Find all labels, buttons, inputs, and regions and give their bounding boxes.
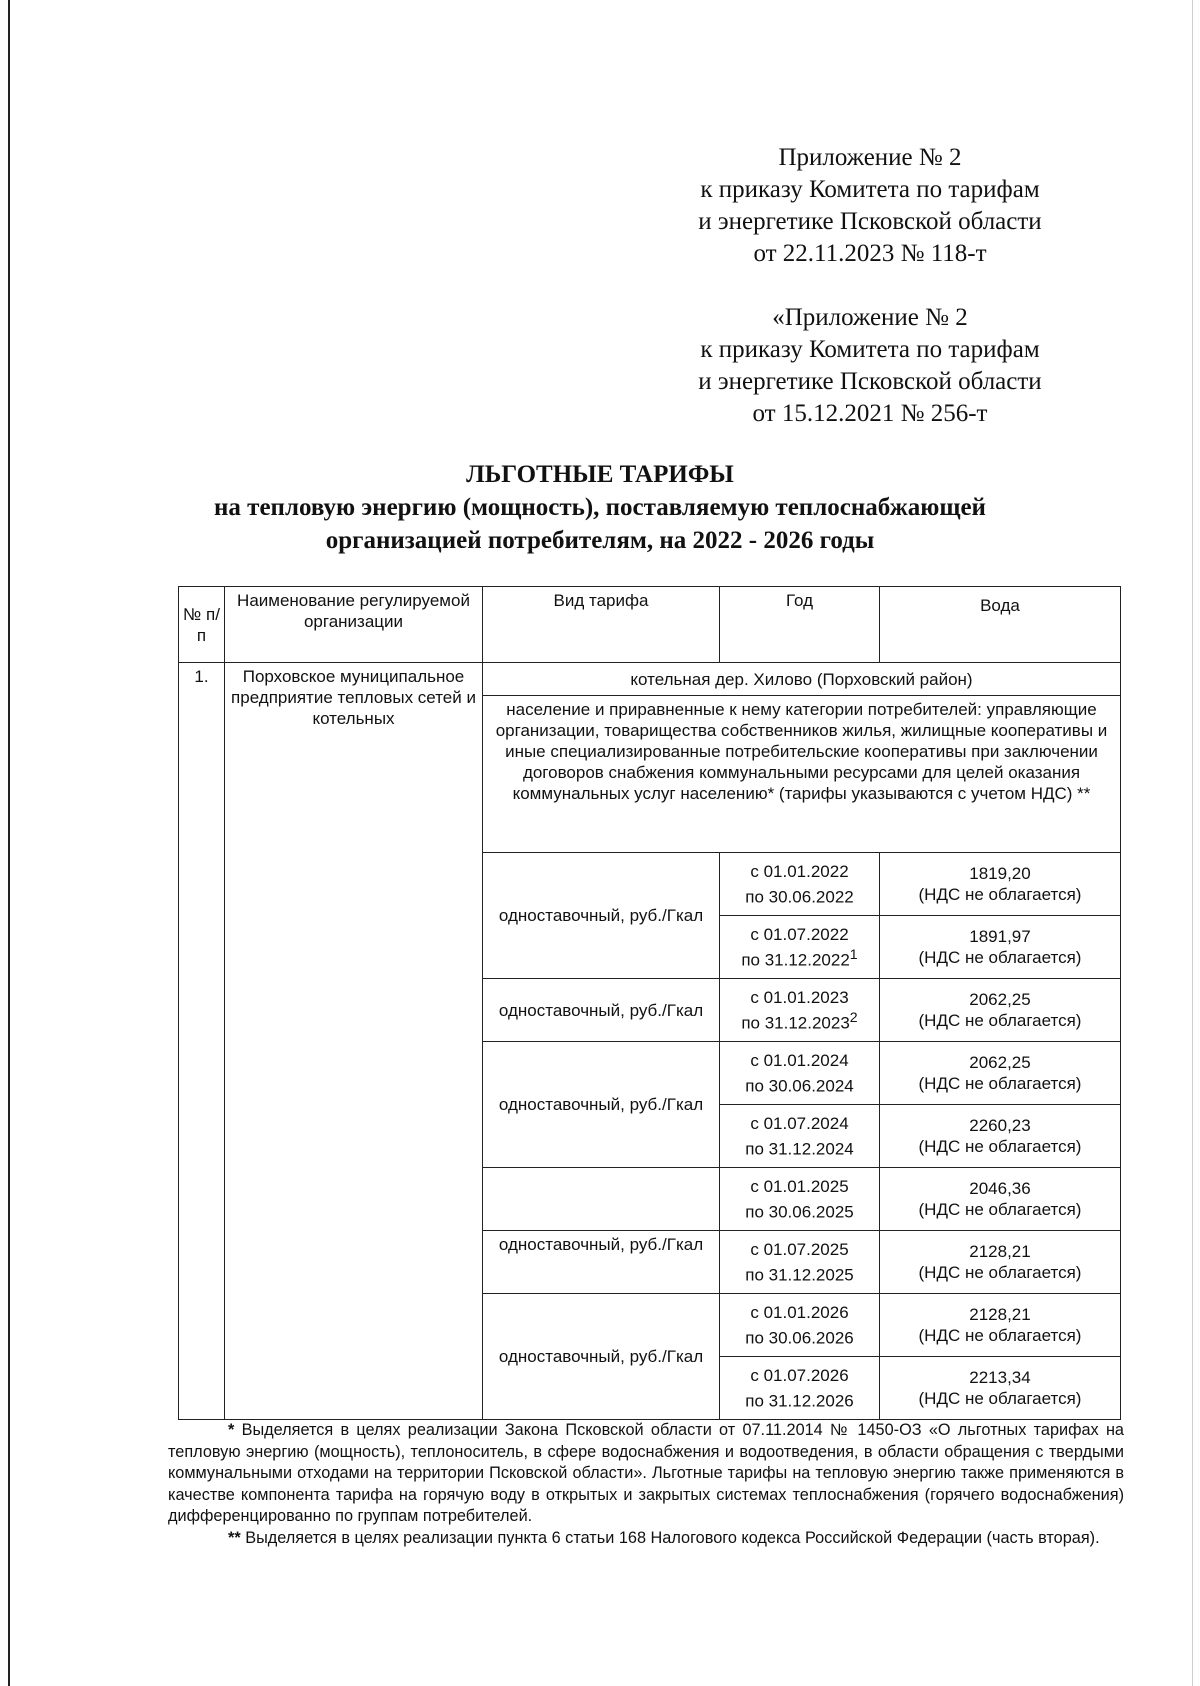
- annex-current-line-2: к приказу Комитета по тарифам: [700, 176, 1040, 203]
- period-cell: [720, 979, 880, 1042]
- period-to-text: по 31.12.2024: [745, 1139, 854, 1159]
- period-to-text: по 31.12.2022: [741, 950, 850, 970]
- water-value-cell: [880, 1294, 1121, 1357]
- vat-note: (НДС не облагается): [918, 1263, 1082, 1282]
- period-to: [724, 1260, 875, 1286]
- period-to: [724, 1134, 875, 1160]
- period-from: с 01.07.2025: [750, 1239, 849, 1259]
- scan-left-edge: [8, 0, 10, 1686]
- water-value-cell: [880, 1168, 1121, 1231]
- vat-note: (НДС не облагается): [918, 1389, 1082, 1408]
- footnote-1: [168, 1420, 1124, 1528]
- tariff-type-cell: одноставочный, руб./Гкал: [483, 1042, 720, 1168]
- row-number: 1.: [179, 663, 225, 1420]
- header-organization: Наименование регулируемой организации: [225, 587, 483, 663]
- table-row-boiler: [179, 663, 1121, 696]
- water-value-cell: [880, 1231, 1121, 1294]
- vat-note: (НДС не облагается): [918, 1074, 1082, 1093]
- tariff-type-cell: одноставочный, руб./Гкал: [483, 1231, 720, 1294]
- period-to-text: по 31.12.2025: [745, 1265, 854, 1285]
- vat-note: (НДС не облагается): [918, 1326, 1082, 1345]
- period-cell: [720, 1357, 880, 1420]
- vat-note: (НДС не облагается): [918, 1137, 1082, 1156]
- water-value-cell: [880, 853, 1121, 916]
- vat-note: (НДС не облагается): [918, 885, 1082, 904]
- annex-current-line-4: от 22.11.2023 № 118-т: [753, 240, 987, 267]
- document-title: [150, 458, 1050, 557]
- period-cell: [720, 1168, 880, 1231]
- period-to: [724, 945, 875, 971]
- tariff-value: 2062,25: [969, 990, 1031, 1009]
- period-to: [724, 1008, 875, 1034]
- period-from: с 01.01.2026: [750, 1302, 849, 1322]
- vat-note: (НДС не облагается): [918, 948, 1082, 967]
- period-to: [724, 1323, 875, 1349]
- boiler-house: котельная дер. Хилово (Порховский район): [483, 663, 1121, 696]
- period-to-text: по 31.12.2026: [745, 1391, 854, 1411]
- header-number: № п/п: [179, 587, 225, 663]
- header-water: Вода: [880, 587, 1121, 663]
- period-to: [724, 1197, 875, 1223]
- tariff-value: 2213,34: [969, 1368, 1031, 1387]
- annex-previous-line-3: и энергетике Псковской области: [698, 368, 1042, 395]
- water-value-cell: [880, 1042, 1121, 1105]
- title-line-3: организацией потребителям, на 2022 - 2026 годы: [325, 527, 875, 554]
- period-cell: [720, 1294, 880, 1357]
- table-header-row: [179, 587, 1121, 663]
- water-value-cell: [880, 1105, 1121, 1168]
- water-value-cell: [880, 979, 1121, 1042]
- period-from: с 01.07.2024: [750, 1113, 849, 1133]
- footnote-1-mark: *: [228, 1421, 235, 1439]
- period-to-text: по 30.06.2025: [745, 1202, 854, 1222]
- annex-previous: [640, 302, 1100, 430]
- tariff-type-cell: одноставочный, руб./Гкал: [483, 1294, 720, 1420]
- tariff-table: [178, 586, 1121, 1420]
- annex-previous-line-1: «Приложение № 2: [772, 304, 968, 331]
- tariff-type-cell: одноставочный, руб./Гкал: [483, 853, 720, 979]
- period-from: с 01.07.2026: [750, 1365, 849, 1385]
- period-to: [724, 1386, 875, 1412]
- tariff-value: 2128,21: [969, 1305, 1031, 1324]
- period-cell: [720, 916, 880, 979]
- vat-note: (НДС не облагается): [918, 1011, 1082, 1030]
- footnote-1-text: Выделяется в целях реализации Закона Псковской области от 07.11.2014 № 1450-ОЗ «О льготных тарифах на тепловую энергию (мощность), теплоноситель, в сфере водоснабжения и водоотведения, в области обращения с твердыми коммунальными отходами на территории Псковской области». Льготные тарифы на тепловую энергию также применяются в качестве компонента тарифа на горячую воду в открытых и закрытых системах теплоснабжения (горячего водоснабжения) дифференцированно по группам потребителей.: [168, 1421, 1124, 1525]
- annex-current-line-3: и энергетике Псковской области: [698, 208, 1042, 235]
- tariff-type-cell: одноставочный, руб./Гкал: [483, 979, 720, 1042]
- period-to-text: по 31.12.2023: [741, 1013, 850, 1033]
- header-year: Год: [720, 587, 880, 663]
- consumer-category: население и приравненные к нему категории потребителей: управляющие организации, товарищества собственников жилья, жилищные кооперативы и иные специализированные потребительские кооперативы при заключении договоров снабжения коммунальными ресурсами для целей оказания коммунальных услуг населению* (тарифы указываются с учетом НДС) **: [483, 696, 1121, 853]
- tariff-value: 2260,23: [969, 1116, 1031, 1135]
- tariff-value: 2046,36: [969, 1179, 1031, 1198]
- water-value-cell: [880, 916, 1121, 979]
- tariff-value: 2062,25: [969, 1053, 1031, 1072]
- tariff-value: 1891,97: [969, 927, 1031, 946]
- organization-name: Порховское муниципальное предприятие тепловых сетей и котельных: [225, 663, 483, 1420]
- footnote-2: [168, 1528, 1124, 1550]
- period-to-text: по 30.06.2024: [745, 1076, 854, 1096]
- annex-previous-line-4: от 15.12.2021 № 256-т: [752, 400, 988, 427]
- period-cell: [720, 1105, 880, 1168]
- period-to-text: по 30.06.2026: [745, 1328, 854, 1348]
- annex-current: [640, 142, 1100, 270]
- tariff-value: 1819,20: [969, 864, 1031, 883]
- footnote-2-mark: **: [228, 1528, 241, 1547]
- header-tariff-type: Вид тарифа: [483, 587, 720, 663]
- period-from: с 01.07.2022: [750, 924, 849, 944]
- tariff-type-cell-empty: [483, 1168, 720, 1231]
- period-footnote-ref: 2: [849, 1009, 858, 1026]
- period-to-text: по 30.06.2022: [745, 887, 854, 907]
- period-from: с 01.01.2024: [750, 1050, 849, 1070]
- period-cell: [720, 1042, 880, 1105]
- water-value-cell: [880, 1357, 1121, 1420]
- footnotes: [168, 1420, 1124, 1549]
- vat-note: (НДС не облагается): [918, 1200, 1082, 1219]
- period-footnote-ref: 1: [849, 946, 858, 963]
- period-cell: [720, 1231, 880, 1294]
- scan-right-edge: [1192, 0, 1193, 1686]
- period-cell: [720, 853, 880, 916]
- period-to: [724, 1071, 875, 1097]
- annex-current-line-1: Приложение № 2: [778, 144, 962, 171]
- period-from: с 01.01.2022: [750, 861, 849, 881]
- title-line-1: ЛЬГОТНЫЕ ТАРИФЫ: [466, 461, 734, 488]
- period-from: с 01.01.2025: [750, 1176, 849, 1196]
- period-to: [724, 882, 875, 908]
- annex-previous-line-2: к приказу Комитета по тарифам: [700, 336, 1040, 363]
- footnote-2-text: Выделяется в целях реализации пункта 6 статьи 168 Налогового кодекса Российской Федерации (часть вторая).: [240, 1528, 1100, 1547]
- tariff-value: 2128,21: [969, 1242, 1031, 1261]
- title-line-2: на тепловую энергию (мощность), поставляемую теплоснабжающей: [214, 494, 986, 521]
- period-from: с 01.01.2023: [750, 987, 849, 1007]
